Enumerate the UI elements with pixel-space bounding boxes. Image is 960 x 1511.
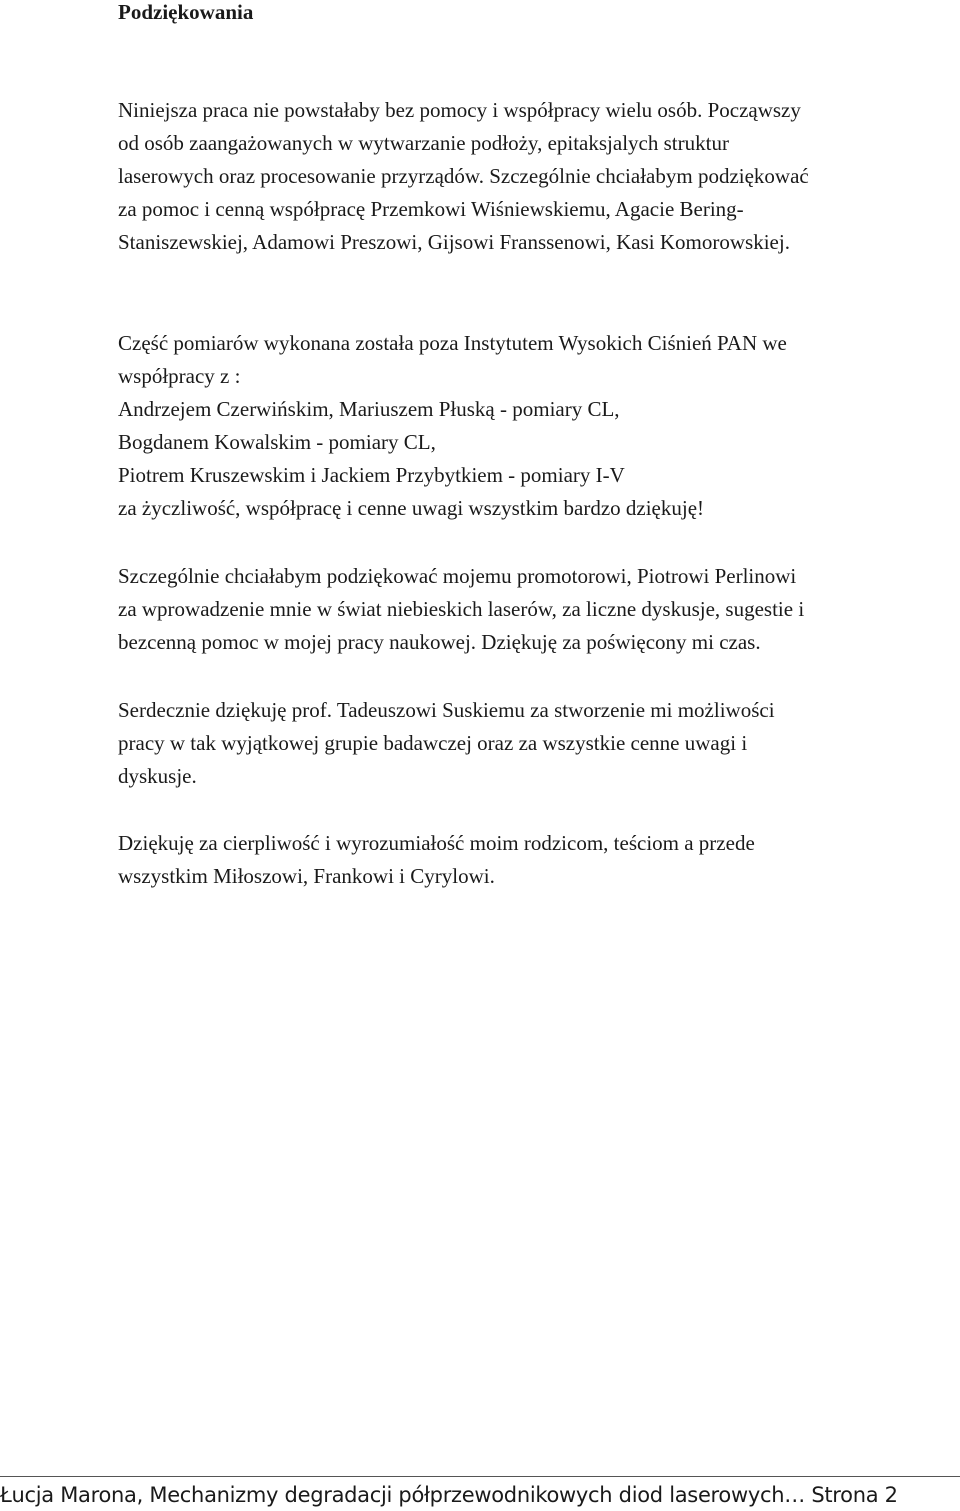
text-line: współpracy z : (118, 364, 241, 388)
text-line: dyskusje. (118, 764, 197, 788)
page-heading: Podziękowania (118, 0, 254, 24)
text-line: Dziękuję za cierpliwość i wyrozumiałość moim rodzicom, teściom a przede (118, 831, 755, 855)
text-line: pracy w tak wyjątkowej grupie badawczej oraz za wszystkie cenne uwagi i (118, 731, 748, 755)
text-line: Serdecznie dziękuję prof. Tadeuszowi Suskiemu za stworzenie mi możliwości (118, 698, 775, 722)
paragraph-measurements (118, 327, 948, 525)
text-line: za życzliwość, współpracę i cenne uwagi wszystkim bardzo dziękuję! (118, 496, 705, 520)
text-line: za wprowadzenie mnie w świat niebieskich laserów, za liczne dyskusje, sugestie i (118, 597, 805, 621)
text-line: bezcenną pomoc w mojej pracy naukowej. Dziękuję za poświęcony mi czas. (118, 630, 761, 654)
text-line: za pomoc i cenną współpracę Przemkowi Wiśniewskiemu, Agacie Bering- (118, 197, 744, 221)
text-line: od osób zaangażowanych w wytwarzanie podłoży, epitaksjalych struktur (118, 131, 729, 155)
paragraph-supervisor (118, 560, 948, 659)
text-line: Andrzejem Czerwińskim, Mariuszem Płuską - pomiary CL, (118, 397, 620, 421)
paragraph-professor (118, 694, 948, 793)
footer-divider (0, 1476, 960, 1477)
text-line: wszystkim Miłoszowi, Frankowi i Cyrylowi. (118, 864, 495, 888)
text-line: laserowych oraz procesowanie przyrządów. Szczególnie chciałabym podziękować (118, 164, 809, 188)
page-footer: Łucja Marona, Mechanizmy degradacji półprzewodnikowych diod laserowych… Strona 2 (0, 1483, 898, 1507)
text-line: Piotrem Kruszewskim i Jackiem Przybytkiem - pomiary I-V (118, 463, 625, 487)
text-line: Część pomiarów wykonana została poza Instytutem Wysokich Ciśnień PAN we (118, 331, 787, 355)
paragraph-intro (118, 94, 948, 259)
text-line: Staniszewskiej, Adamowi Preszowi, Gijsowi Franssenowi, Kasi Komorowskiej. (118, 230, 790, 254)
text-line: Bogdanem Kowalskim - pomiary CL, (118, 430, 436, 454)
text-line: Niniejsza praca nie powstałaby bez pomocy i współpracy wielu osób. Począwszy (118, 98, 801, 122)
paragraph-family (118, 827, 948, 893)
text-line: Szczególnie chciałabym podziękować mojemu promotorowi, Piotrowi Perlinowi (118, 564, 797, 588)
